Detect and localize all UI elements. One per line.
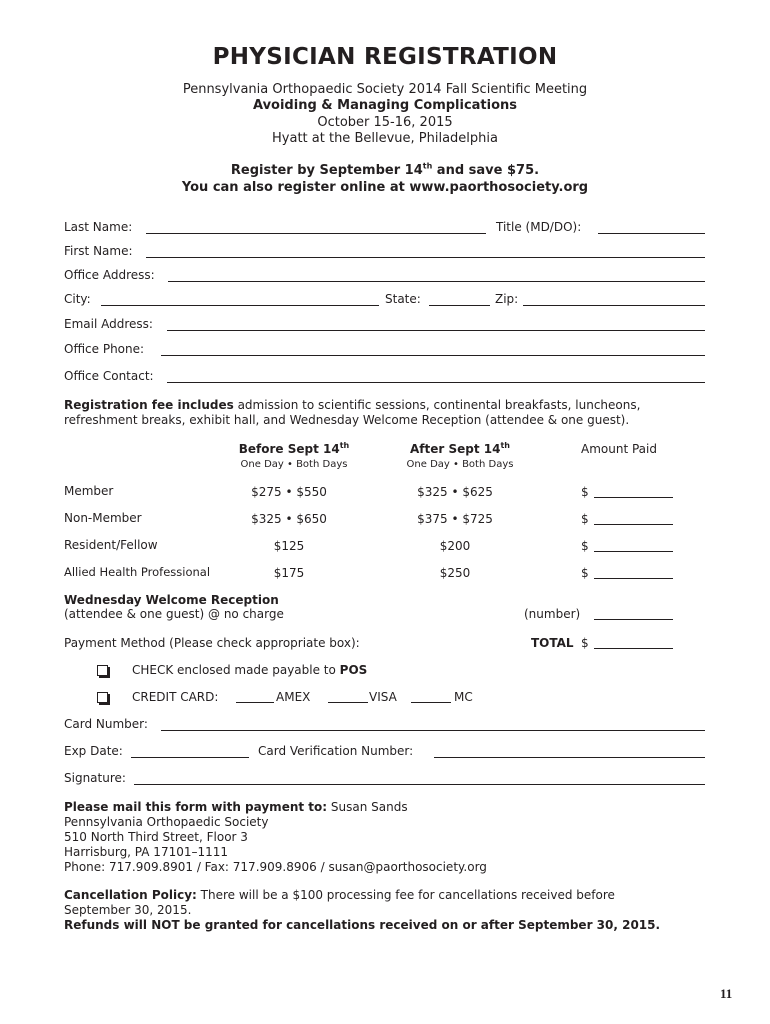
amount-paid-field[interactable] — [594, 524, 673, 525]
first-name-label: First Name: — [64, 244, 133, 258]
signature-field[interactable] — [134, 784, 705, 785]
office-contact-field[interactable] — [167, 382, 705, 383]
col-amount-header: Amount Paid — [581, 442, 657, 456]
fee-row-label: Member — [64, 484, 114, 498]
first-name-field[interactable] — [146, 257, 705, 258]
exp-date-field[interactable] — [131, 757, 249, 758]
office-address-label: Office Address: — [64, 268, 155, 282]
fee-before-value: $325 • $650 — [251, 512, 327, 526]
cvn-label: Card Verification Number: — [258, 744, 414, 758]
check-option-label: CHECK enclosed made payable to POS — [132, 663, 368, 677]
event-theme: Avoiding & Managing Complications — [252, 98, 518, 113]
signature-label: Signature: — [64, 771, 126, 785]
mc-field[interactable] — [411, 702, 451, 703]
cancellation-policy: Cancellation Policy: There will be a $100 processing fee for cancellations received before September 30, 2015. — [64, 888, 615, 917]
amount-paid-field[interactable] — [594, 497, 673, 498]
dollar-sign: $ — [581, 566, 589, 580]
city-label: City: — [64, 292, 91, 306]
email-label: Email Address: — [64, 317, 153, 331]
office-phone-label: Office Phone: — [64, 342, 145, 356]
fee-after-value: $200 — [439, 539, 471, 553]
mail-address-line: Pennsylvania Orthopaedic Society — [64, 815, 269, 829]
col-after-subheader: One Day • Both Days — [406, 459, 514, 470]
fee-before-value: $275 • $550 — [251, 485, 327, 499]
total-dollar-sign: $ — [581, 636, 589, 650]
check-checkbox[interactable] — [97, 665, 108, 676]
credit-card-checkbox[interactable] — [97, 692, 108, 703]
card-number-label: Card Number: — [64, 717, 148, 731]
city-field[interactable] — [101, 305, 379, 306]
reception-title: Wednesday Welcome Reception — [64, 593, 279, 607]
total-field[interactable] — [594, 648, 673, 649]
fee-before-value: $175 — [273, 566, 305, 580]
reception-text: (attendee & one guest) @ no charge — [64, 607, 284, 621]
mail-contact-line: Phone: 717.909.8901 / Fax: 717.909.8906 / susan@paorthosociety.org — [64, 860, 487, 874]
fee-after-value: $325 • $625 — [417, 485, 493, 499]
office-phone-field[interactable] — [161, 355, 705, 356]
online-registration-note: You can also register online at www.paorthosociety.org — [181, 180, 589, 195]
dollar-sign: $ — [581, 485, 589, 499]
refund-policy: Refunds will NOT be granted for cancellations received on or after September 30, 2015. — [64, 918, 661, 932]
zip-label: Zip: — [495, 292, 519, 306]
dollar-sign: $ — [581, 512, 589, 526]
page-title: PHYSICIAN REGISTRATION — [212, 44, 558, 70]
mail-address-line: Harrisburg, PA 17101–1111 — [64, 845, 229, 859]
visa-label: VISA — [369, 690, 397, 704]
exp-date-label: Exp Date: — [64, 744, 123, 758]
fee-row-label: Resident/Fellow — [64, 538, 158, 552]
event-dates: October 15-16, 2015 — [317, 115, 453, 130]
fee-after-value: $375 • $725 — [417, 512, 493, 526]
last-name-field[interactable] — [146, 233, 486, 234]
event-venue: Hyatt at the Bellevue, Philadelphia — [272, 131, 498, 146]
dollar-sign: $ — [581, 539, 589, 553]
card-number-field[interactable] — [161, 730, 705, 731]
office-address-field[interactable] — [168, 281, 705, 282]
mail-to-heading: Please mail this form with payment to: Susan Sands — [64, 800, 408, 814]
email-field[interactable] — [167, 330, 705, 331]
credit-card-label: CREDIT CARD: — [132, 690, 219, 704]
fee-includes-note: Registration fee includes admission to scientific sessions, continental breakfasts, luncheons, refreshment breaks, exhibit hall, and Wednesday Welcome Reception (attendee & one guest). — [64, 398, 641, 427]
fee-after-value: $250 — [439, 566, 471, 580]
col-after-header: After Sept 14th — [410, 441, 510, 456]
amount-paid-field[interactable] — [594, 551, 673, 552]
zip-field[interactable] — [523, 305, 705, 306]
fee-row-label: Allied Health Professional — [64, 565, 211, 579]
payment-method-label: Payment Method (Please check appropriate box): — [64, 636, 360, 650]
col-before-subheader: One Day • Both Days — [240, 459, 348, 470]
mc-label: MC — [454, 690, 473, 704]
amex-label: AMEX — [276, 690, 311, 704]
reception-number-field[interactable] — [594, 619, 673, 620]
last-name-label: Last Name: — [64, 220, 133, 234]
amex-field[interactable] — [236, 702, 274, 703]
event-name: Pennsylvania Orthopaedic Society 2014 Fall Scientific Meeting — [182, 82, 588, 97]
visa-field[interactable] — [328, 702, 368, 703]
amount-paid-field[interactable] — [594, 578, 673, 579]
total-label: TOTAL — [531, 636, 574, 650]
office-contact-label: Office Contact: — [64, 369, 154, 383]
title-field[interactable] — [598, 233, 705, 234]
state-label: State: — [385, 292, 421, 306]
mail-address-line: 510 North Third Street, Floor 3 — [64, 830, 248, 844]
cvn-field[interactable] — [434, 757, 705, 758]
fee-before-value: $125 — [273, 539, 305, 553]
title-label: Title (MD/DO): — [496, 220, 582, 234]
page-number: 11 — [720, 986, 733, 1001]
early-registration-note: Register by September 14th and save $75. — [230, 161, 540, 178]
state-field[interactable] — [429, 305, 490, 306]
fee-row-label: Non-Member — [64, 511, 142, 525]
col-before-header: Before Sept 14th — [238, 441, 350, 456]
reception-number-label: (number) — [524, 607, 581, 621]
